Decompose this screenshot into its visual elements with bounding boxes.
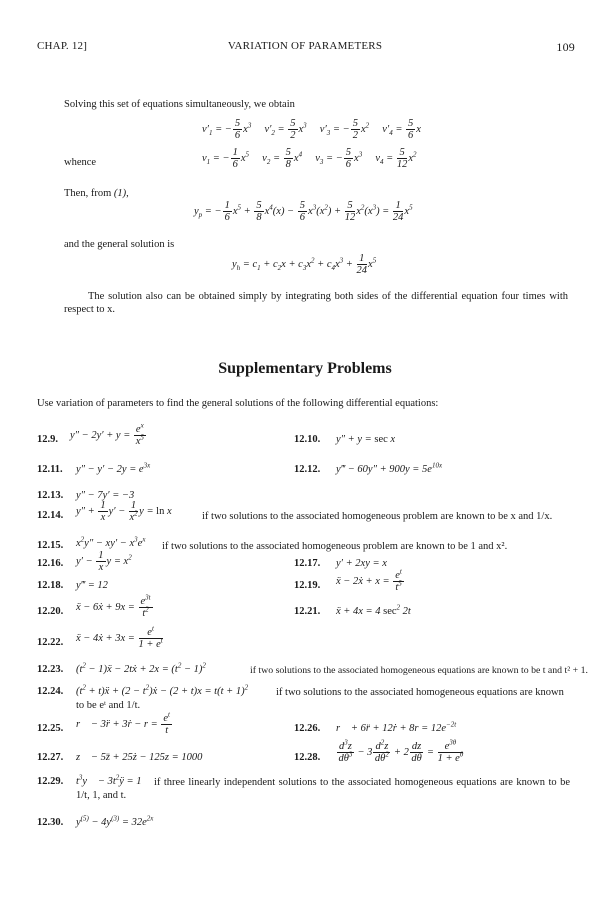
problem-equation: y″ + $\frac{1}{x}$ y′ − $\frac{1}{x^2}$ y = ln x [76,500,172,523]
problem-number: 12.14. [37,510,64,521]
v-prime-equations: $v'_1$ = − $\frac{5}{6}$ $x^3$ $v'_2$ = $\frac{5}{2}$ $x^3$ $v'_3$ = − $\frac{5}{2}$ $x^2$ $v'_4$ = $\frac{5}{6}$ x [202,118,421,141]
instructions: Use variation of parameters to find the general solutions of the following differential equations: [37,398,439,409]
problem-number: 12.30. [37,817,64,828]
problem-equation: $t^3y⃛$ − $3t^2ÿ = 1$ [76,773,142,787]
problem-equation: ẍ + 4x = 4 $\sec^2 2t$ [336,603,411,617]
problem-number: 12.21. [294,606,321,617]
problem-number: 12.29. [37,776,64,787]
problem-number: 12.17. [294,558,321,569]
page-number: 109 [556,40,575,54]
problem-number: 12.23. [37,664,64,675]
problem-number: 12.13. [37,490,64,501]
problem-equation: ẍ − 4ẋ + 3x = $\frac{e^t}{1 + e^t}$ [76,624,163,650]
yp-equation: $y_p$ = − $\frac{1}{6}$ $x^5$ + $\frac{5}{8}$ $x^4(x)$ − $\frac{5}{6}$ $x^3(x^2)$ + $\frac{5}{12}$ $x^2(x^3)$ = $\frac{1}{24}$ $x^5$ [194,200,413,223]
problem-condition: if two solutions to the associated homogeneous problem are known to be x and 1/x. [202,511,553,522]
problem-number: 12.24. [37,686,64,697]
problem-equation: $x^2y'' - xy' - x^3e^x$ [76,535,146,549]
problem-number: 12.27. [37,752,64,763]
problem-number: 12.15. [37,540,64,551]
problem-number: 12.9. [37,434,58,445]
problem-equation: $y^{(5)} - 4y^{(3)} = 32e^{2x}$ [76,814,154,828]
problem-condition: if two solutions to the associated homogeneous equations are known to be t and t² + 1. [250,665,588,676]
problem-equation: y′ − $\frac{1}{x}$ $y = x^2$ [76,550,132,573]
section-title: Supplementary Problems [218,360,392,377]
problem-equation: y‴ = 12 [76,580,108,591]
problem-equation: z⃛ − 5z̈ + 25ż − 125z = 1000 [76,752,203,763]
problem-equation: y‴ − $60y'' + 900y = 5e^{10x}$ [336,461,443,475]
solving-text: Solving this set of equations simultaneously, we obtain [64,99,295,110]
problem-equation: y″ − 7y′ = −3 [76,490,135,501]
whence-label: whence [64,157,97,168]
problem-equation: $y'' - y' - 2y = e^{3x}$ [76,461,151,475]
problem-equation: ($t^2$ − 1)ẍ − 2tẋ + $2x = (t^2 - 1)^2$ [76,661,206,675]
problem-number: 12.20. [37,606,64,617]
problem-equation: y″ + y = sec x [336,434,396,445]
problem-equation: $\frac{d^3z}{d\theta^3}$ − 3 $\frac{d^2z}{d\theta^2}$ + 2 $\frac{dz}{d\theta}$ = $\frac{e^{3\theta}}{1 + e^\theta}$ [338,738,464,764]
problem-equation: ($t^2$ + t)ẍ + $(2 - t^2)ẋ - (2 + t)x = t(t + 1)^2$ [76,683,249,697]
problem-number: 12.26. [294,723,321,734]
problem-number: 12.10. [294,434,321,445]
problem-number: 12.19. [294,580,321,591]
closing-paragraph: The solution also can be obtained simply by integrating both sides of the differential equation four times with respect to x. [64,291,568,315]
problem-number: 12.16. [37,558,64,569]
problem-equation: y′ + 2xy = x [336,558,387,569]
then-from-text: Then, from (1), [64,188,129,199]
general-solution-equation: $y_h = c_1 + c_2x + c_3x^2 + c_4x^3$ + $\frac{1}{24}$ $x^5$ [232,253,377,276]
problem-condition: if two solutions to the associated homogeneous equations are known to be eᵗ and 1/t. [76,687,564,711]
problem-equation: r⃛ − 3r̈ + 3ṙ − r = $\frac{e^t}{t}$ [76,710,170,736]
problem-number: 12.12. [294,464,321,475]
problem-number: 12.22. [37,637,64,648]
problem-condition: if three linearly independent solutions to the associated homogeneous equations are known to be 1/t, 1, and t. [76,777,570,801]
problem-number: 12.28. [294,752,321,763]
problem-equation: r⃛ + 6r̈ + 12ṙ + $8r = 12e^{-2t}$ [336,720,457,734]
chapter-label: CHAP. 12] [37,40,88,52]
problem-equation: ẍ − 2ẋ + x = $\frac{e^t}{t^5}$ [336,567,402,593]
general-solution-text: and the general solution is [64,239,175,250]
problem-number: 12.25. [37,723,64,734]
problem-number: 12.11. [37,464,63,475]
running-title: VARIATION OF PARAMETERS [227,40,383,52]
problem-number: 12.18. [37,580,64,591]
problem-equation: ẍ − 6ẋ + 9x = $\frac{e^{3t}}{t^2}$ [76,593,151,619]
v-equations: $v_1$ = − $\frac{1}{6}$ $x^5$ $v_2$ = $\frac{5}{8}$ $x^4$ $v_3$ = − $\frac{5}{6}$ $x^3$ $v_4$ = $\frac{5}{12}$ $x^2$ [202,147,417,170]
problem-condition: if two solutions to the associated homogeneous problem are known to be 1 and x². [162,541,508,552]
problem-equation: y″ − 2y′ + y = $\frac{e^x}{x^5}$ [70,421,144,447]
